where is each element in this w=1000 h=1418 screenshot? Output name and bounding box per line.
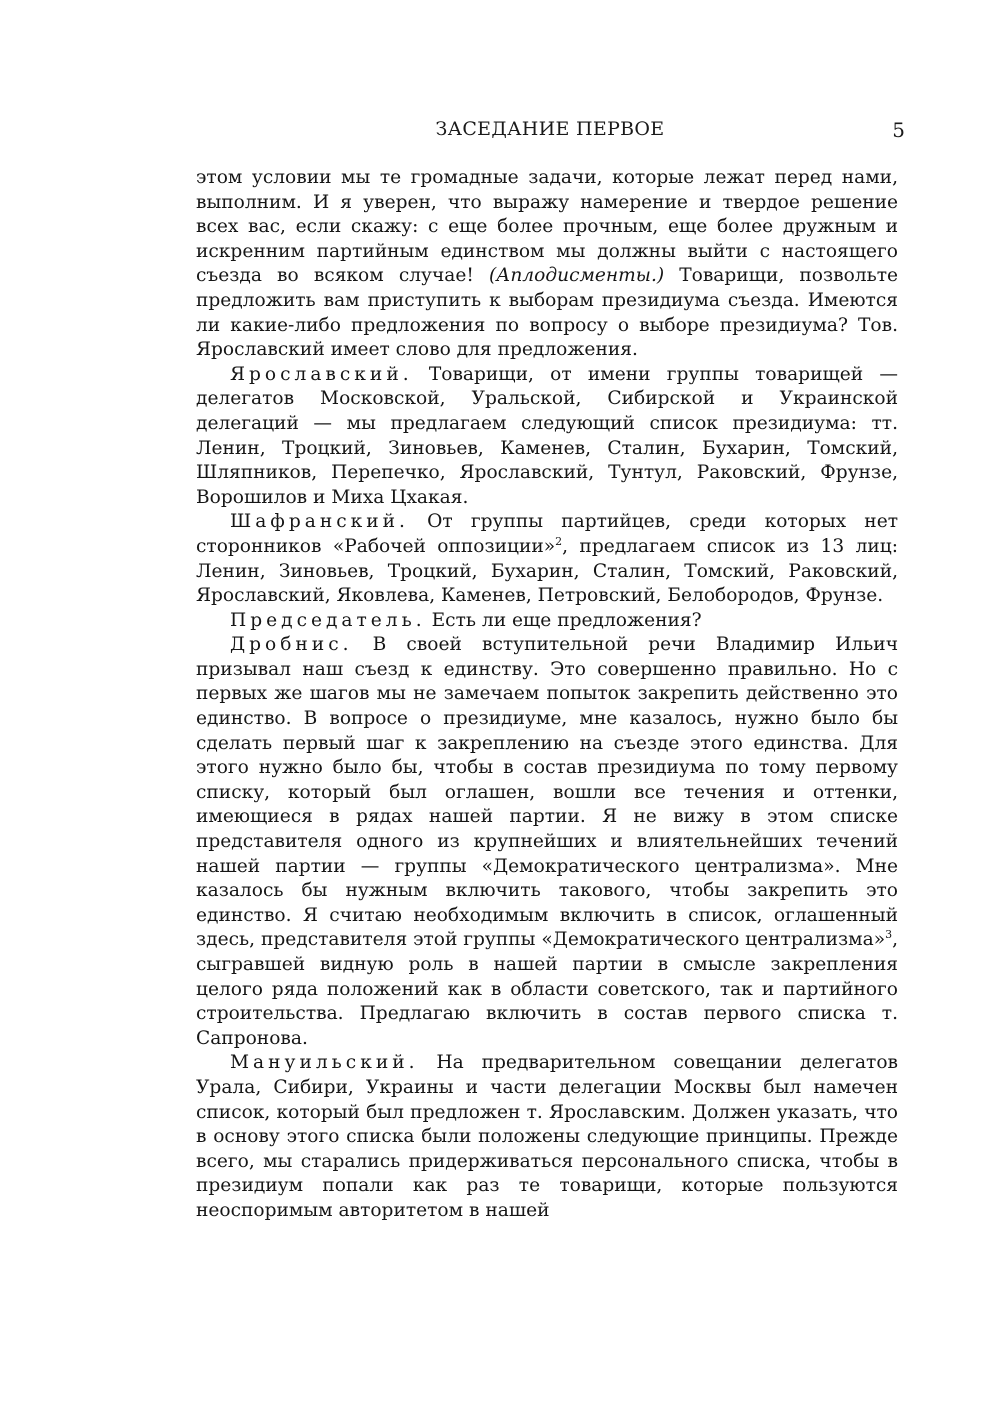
paragraph-text: В своей вступительной речи Владимир Ильич призывал наш съезд к единству. Это совершенно правильно. Но с первых же шагов мы не замечаем попыток закрепить действенно это единство. В вопросе о президиуме, мне казалось, нужно было бы сделать первый шаг к закреплению на съезде этого единства. Для этого нужно было бы, чтобы в состав президиума по тому первому списку, который был оглашен, вошли все течения и оттенки, имеющиеся в рядах нашей партии. Я не вижу в этом списке представителя одного из крупнейших и влиятельнейших течений нашей партии — группы «Демократического централизма». Мне казалось бы нужным включить такового, чтобы закрепить это единство. Я считаю необходимым включить в список, оглашенный здесь, представителя этой группы «Демократического централизма» bbox=[196, 634, 898, 951]
paragraph-text: , предлагаем список из 13 лиц: Ленин, Зиновьев, Троцкий, Бухарин, Сталин, Томский, Раковский, Ярославский, Яковлева, Каменев, Петровский, Белобородов, Фрунзе. bbox=[196, 535, 898, 607]
paragraph-text: Товарищи, от имени группы товарищей — делегатов Московской, Уральской, Сибирской и Украинской делегаций — мы предлагаем следующий список президиума: тт. Ленин, Троцкий, Зиновьев, Каменев, Сталин, Бухарин, Томский, Шляпников, Перепечко, Ярославский, Тунтул, Раковский, Фрунзе, Ворошилов и Миха Цхакая. bbox=[196, 363, 898, 508]
paragraph-text: От группы партийцев, среди которых нет сторонников «Рабочей оппозиции» bbox=[196, 511, 898, 557]
paragraph-yaroslavsky bbox=[196, 363, 898, 511]
speaker-name: Шафранский. bbox=[230, 511, 409, 533]
paragraph-text: , сыгравшей видную роль в нашей партии в смысле закрепления целого ряда положений как в области советского, так и партийного строительства. Предлагаю включить в состав первого списка т. Сапронова. bbox=[196, 929, 898, 1049]
paragraph-manuilsky bbox=[196, 1051, 898, 1223]
footnote-marker: 3 bbox=[885, 928, 893, 942]
paragraph-text: На предварительном совещании делегатов Урала, Сибири, Украины и части делегации Москвы был намечен список, который был предложен т. Ярославским. Должен указать, что в основу этого списка были положены следующие принципы. Прежде всего, мы старались придерживаться персонального списка, чтобы в президиум попали как раз те товарищи, которые пользуются неоспоримым авторитетом в нашей bbox=[196, 1052, 898, 1221]
stage-direction: (Аплодисменты.) bbox=[488, 265, 665, 287]
paragraph-drobnis bbox=[196, 633, 898, 1051]
paragraph-text: этом условии мы те громадные задачи, которые лежат перед нами, выполним. И я уверен, что выражу намерение и твердое решение всех вас, если скажу: с еще более прочным, еще более дружным и искренним партийным единством мы должны выйти с настоящего съезда во всяком случае! bbox=[196, 167, 898, 287]
speaker-name: Мануильский. bbox=[230, 1052, 419, 1074]
page-header bbox=[195, 118, 905, 148]
paragraph-continuation bbox=[196, 166, 898, 363]
body-text bbox=[196, 166, 898, 1224]
paragraph-text: Есть ли еще предложения? bbox=[425, 609, 702, 631]
footnote-marker: 2 bbox=[555, 534, 563, 548]
speaker-name: Ярославский. bbox=[230, 363, 413, 385]
paragraph-shafransky bbox=[196, 510, 898, 608]
paragraph-chairman bbox=[196, 609, 898, 634]
running-title: ЗАСЕДАНИЕ ПЕРВОЕ bbox=[435, 118, 665, 140]
page-number: 5 bbox=[892, 118, 905, 142]
speaker-name: Председатель. bbox=[230, 609, 426, 631]
speaker-name: Дробнис. bbox=[230, 634, 353, 656]
paragraph-text: Товарищи, позвольте предложить вам приступить к выборам президиума съезда. Имеются ли какие-либо предложения по вопросу о выборе президиума? Тов. Ярославский имеет слово для предложения. bbox=[196, 265, 898, 361]
